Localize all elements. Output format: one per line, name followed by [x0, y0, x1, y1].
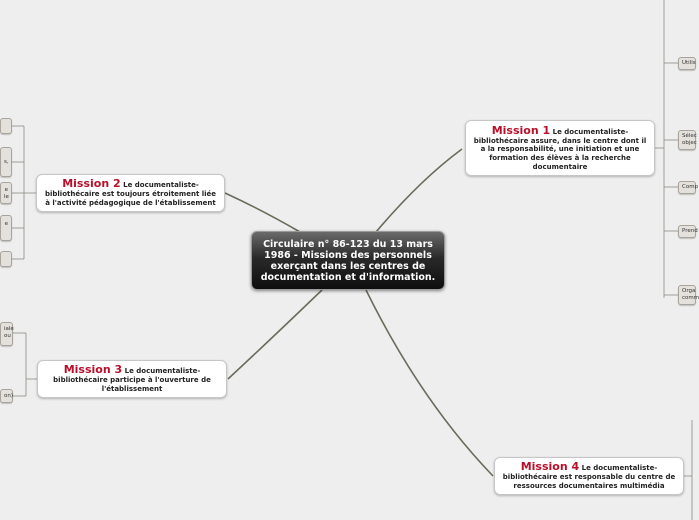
mission-2-subtopic[interactable]: [0, 147, 12, 177]
mission-4-node[interactable]: [494, 457, 684, 495]
mission-2-subtopic[interactable]: [0, 118, 12, 134]
mission-1-subtopic[interactable]: [678, 130, 696, 150]
mission-2-node[interactable]: [36, 174, 225, 212]
subtopic-label: e: [4, 187, 8, 193]
mission-4-title: Mission 4: [520, 460, 580, 474]
subtopic-label-line2: objec: [682, 139, 697, 146]
mission-1-text: Le documentaliste-bibliothécaire assure, dans le centre dont il a la responsabilité, une initiation et une formation des élèves à la recherche documentaire: [473, 127, 647, 171]
subtopic-label: Prend: [682, 228, 698, 234]
link-central-mission4: [366, 290, 493, 476]
subtopic-label: Comp: [682, 184, 699, 190]
mission-2-title: Mission 2: [62, 177, 121, 191]
link-central-mission3: [228, 290, 322, 379]
subtopic-label-line2: ou: [4, 332, 11, 339]
mission-3-title: Mission 3: [63, 363, 123, 377]
mission-1-node[interactable]: [465, 120, 655, 176]
mission-3-subtopic[interactable]: [0, 322, 13, 346]
mission-1-subtopic[interactable]: [678, 225, 696, 238]
mission-3-text: Le documentaliste-bibliothécaire participe à l'ouverture de l'établissement: [53, 367, 211, 393]
central-topic-label: Circulaire n° 86-123 du 13 mars 1986 - Missions des personnels exerçant dans les centres de documentation et d'information.: [260, 238, 436, 283]
subtopic-label: Utilis: [682, 60, 696, 66]
mission-4-text: Le documentaliste-bibliothécaire est responsable du centre de ressources documentaires multimédia: [502, 464, 676, 490]
mission-2-subtopic[interactable]: [0, 215, 12, 241]
mission-2-subtopic[interactable]: [0, 251, 12, 267]
mission-2-text: Le documentaliste-bibliothécaire est toujours étroitement liée à l'activité pédagogique de l'établissement: [44, 181, 217, 207]
subtopic-label-line2: le: [4, 193, 9, 200]
subtopic-label: e: [4, 221, 8, 227]
mission-3-subtopic[interactable]: [0, 389, 13, 403]
link-central-mission2: [225, 193, 300, 232]
mission-1-title: Mission 1: [491, 123, 551, 137]
mission-2-subtopic[interactable]: [0, 182, 12, 204]
mission-1-subtopic[interactable]: [678, 57, 696, 70]
link-central-mission1: [376, 149, 462, 232]
mission-3-node[interactable]: [37, 360, 227, 398]
subtopic-label: Orga: [682, 288, 696, 294]
mission-1-subtopic[interactable]: [678, 285, 699, 305]
central-topic[interactable]: [251, 231, 445, 290]
subtopic-label: Sélec: [682, 133, 697, 139]
subtopic-label: s,: [4, 159, 9, 165]
mission-1-subtopic[interactable]: [678, 181, 699, 194]
subtopic-label: on): [4, 393, 13, 399]
subtopic-label: iale: [4, 326, 14, 332]
subtopic-label-line2: comm: [682, 294, 699, 301]
